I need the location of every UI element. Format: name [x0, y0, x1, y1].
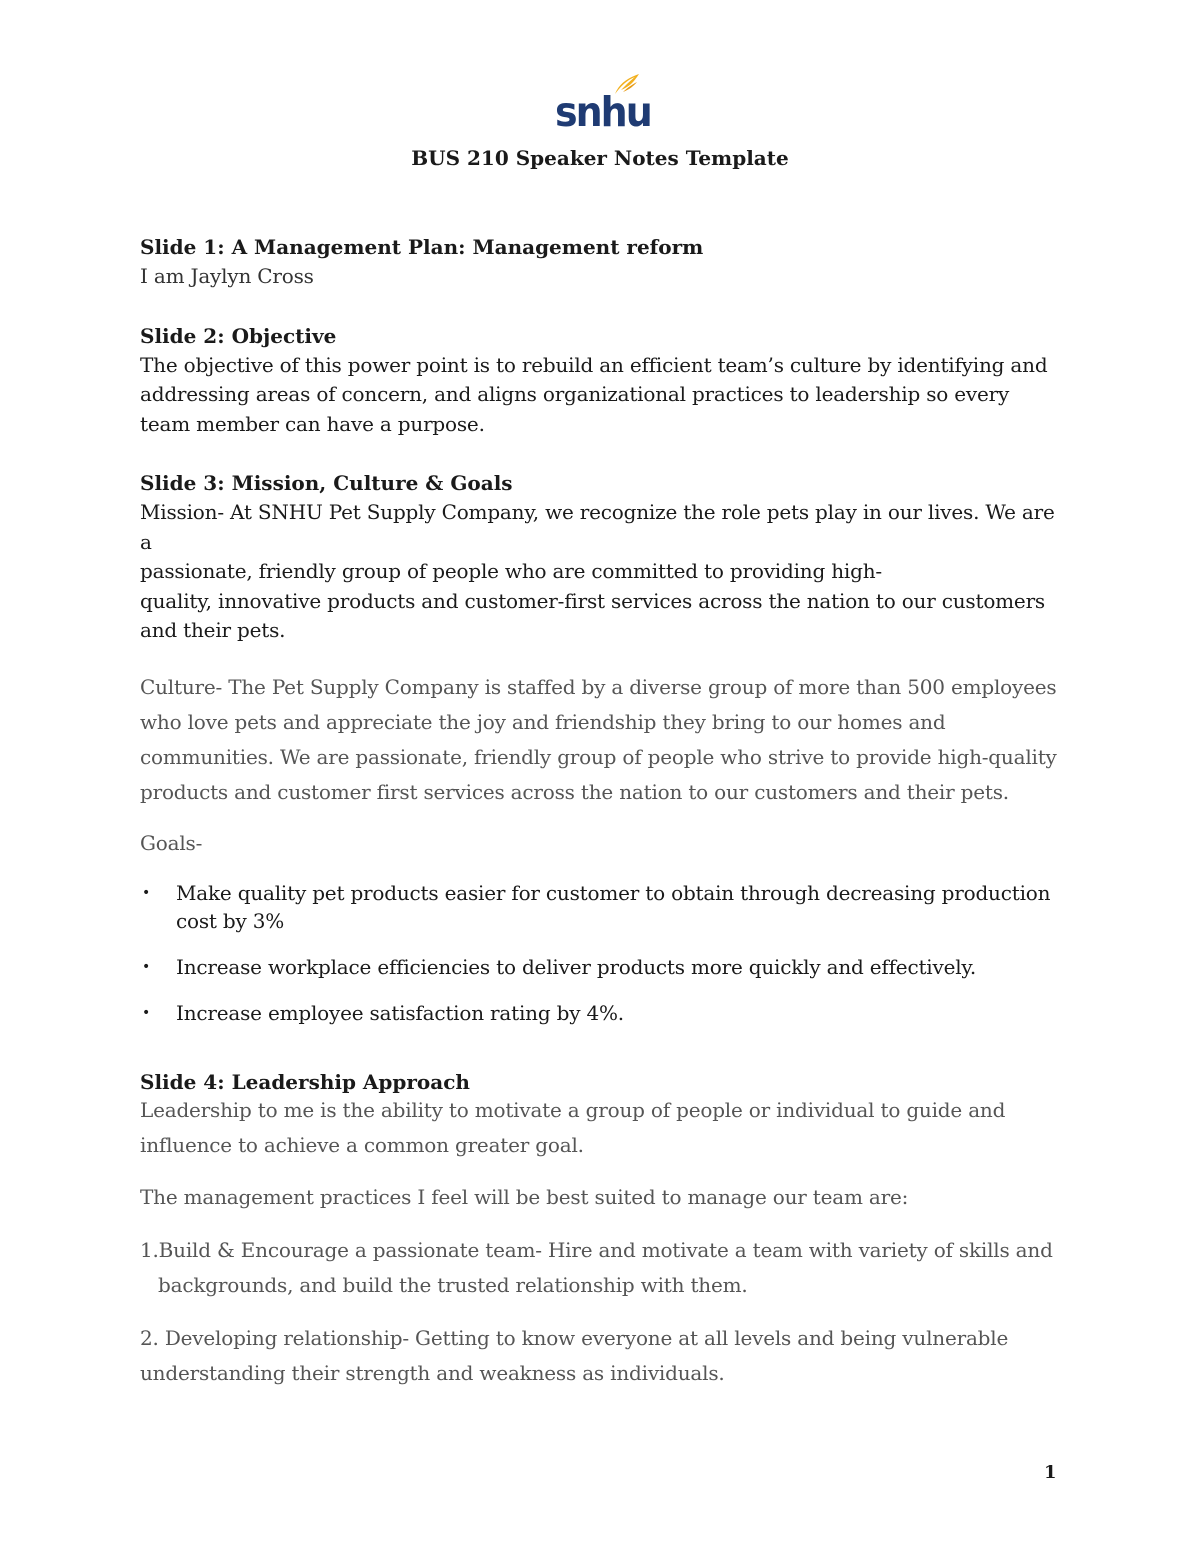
slide-1-section — [140, 232, 1060, 292]
slide-2-section — [140, 321, 1060, 440]
bullet-icon: • — [142, 884, 151, 901]
goal-text: Increase workplace efficiencies to deliver products more quickly and effectively. — [176, 954, 977, 979]
practices-intro: The management practices I feel will be best suited to manage our team are: — [140, 1184, 909, 1209]
page-number: 1 — [1044, 1462, 1057, 1483]
flame-leaf-icon — [613, 72, 641, 96]
document-title: BUS 210 Speaker Notes Template — [411, 146, 789, 170]
goal-text: Make quality pet products easier for customer to obtain through decreasing production cost by 3% — [176, 880, 1051, 933]
mission-line-2: passionate, friendly group of people who are committed to providing high- — [140, 559, 882, 583]
goal-item — [140, 953, 1060, 981]
slide-4-section — [140, 1067, 1060, 1391]
speaker-notes-body — [140, 232, 1060, 1391]
leadership-definition: Leadership to me is the ability to motivate a group of people or individual to guide and influence to achieve a common greater goal. — [140, 1097, 1006, 1157]
slide-1-body: I am Jaylyn Cross — [140, 264, 314, 288]
mission-line-1: Mission- At SNHU Pet Supply Company, we recognize the role pets play in our lives. We are a — [140, 500, 1055, 554]
logo-wordmark: snhu — [555, 88, 651, 136]
goals-label: Goals- — [140, 830, 203, 855]
slide-4-heading: Slide 4: Leadership Approach — [140, 1069, 470, 1094]
culture-paragraph: Culture- The Pet Supply Company is staffed by a diverse group of more than 500 employees who love pets and appreciate the joy and friendship they bring to our homes and communities. We are passionate, friendly group of people who strive to provide high-quality products and customer first services across the nation to our customers and their pets. — [140, 674, 1057, 804]
bullet-icon: • — [142, 1004, 151, 1021]
slide-1-heading: Slide 1: A Management Plan: Management reform — [140, 235, 704, 259]
goal-text: Increase employee satisfaction rating by 4%. — [176, 1000, 624, 1025]
practice-1-line-2: backgrounds, and build the trusted relationship with them. — [158, 1272, 748, 1297]
goal-item — [140, 999, 1060, 1027]
practice-2: 2. Developing relationship- Getting to know everyone at all levels and being vulnerable understanding their strength and weakness as individuals. — [140, 1325, 1009, 1385]
mission-line-3: quality, innovative products and customer-first services across the nation to our customers and their pets. — [140, 588, 1045, 642]
snhu-logo — [553, 72, 651, 136]
slide-3-heading: Slide 3: Mission, Culture & Goals — [140, 471, 513, 495]
goal-item — [140, 879, 1060, 935]
slide-3-section — [140, 468, 1060, 1027]
bullet-icon: • — [142, 958, 151, 975]
goals-list — [140, 879, 1060, 1027]
practice-1-line-1: 1.Build & Encourage a passionate team- Hire and motivate a team with variety of skills and — [140, 1237, 1053, 1262]
slide-2-heading: Slide 2: Objective — [140, 323, 337, 348]
slide-2-body: The objective of this power point is to rebuild an efficient team’s culture by identifying and addressing areas of concern, and aligns organizational practices to leadership so every team member can have a purpose. — [140, 352, 1048, 436]
